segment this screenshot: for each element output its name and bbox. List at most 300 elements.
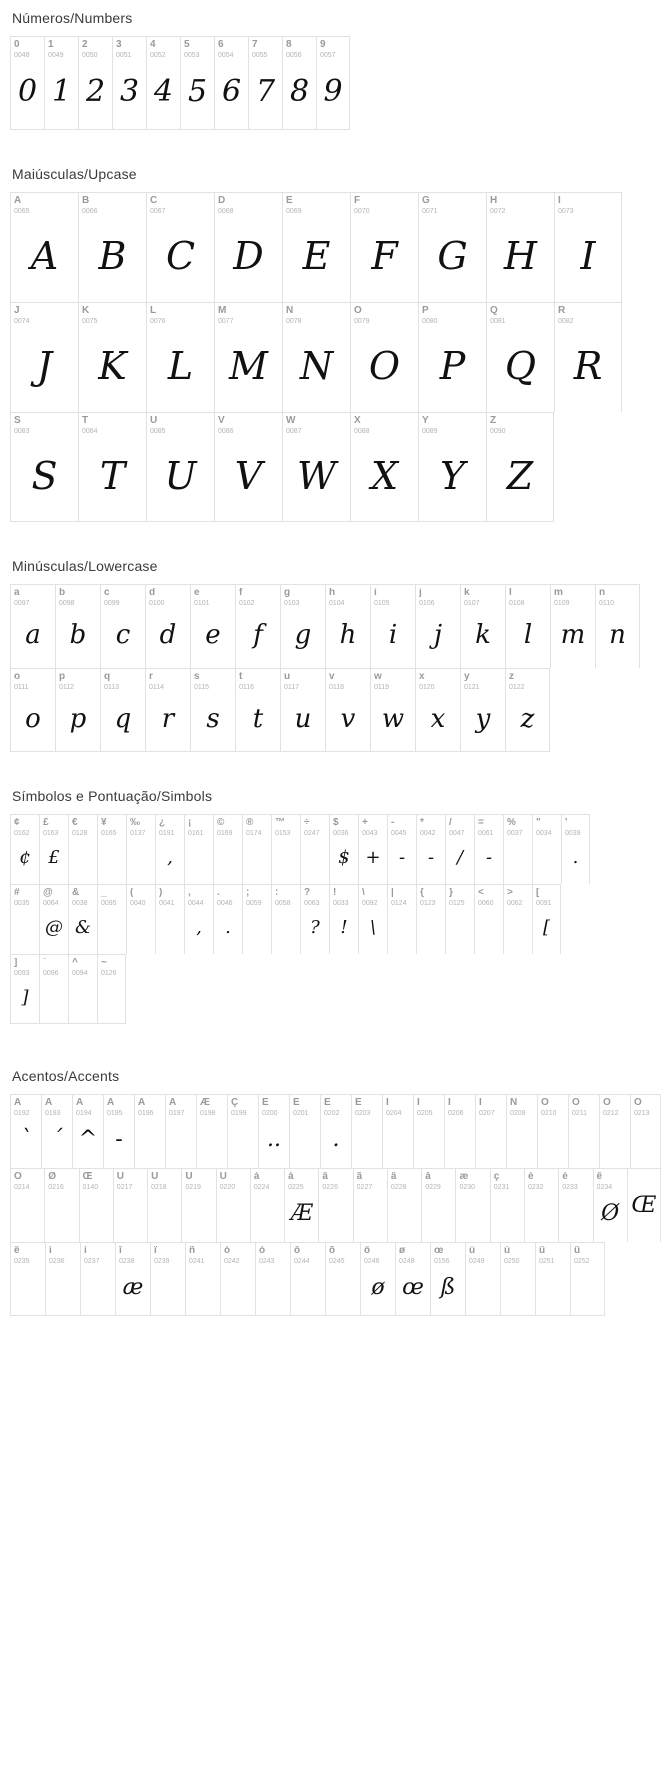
glyph-cell[interactable] (280, 584, 325, 668)
glyph-cell[interactable] (318, 1168, 352, 1242)
glyph-cell[interactable] (329, 814, 358, 884)
glyph-cell[interactable] (10, 954, 39, 1024)
glyph-cell[interactable] (68, 954, 97, 1024)
glyph-meta (11, 815, 39, 837)
glyph-code-label: 0202 (324, 1109, 340, 1117)
glyph-cell[interactable] (554, 302, 622, 412)
glyph-cell[interactable] (282, 36, 316, 130)
glyph-cell[interactable] (290, 1242, 325, 1316)
glyph-char-label: + (362, 818, 368, 828)
glyph-preview: 5 (187, 73, 208, 109)
glyph-preview: H (503, 234, 538, 279)
glyph-cell[interactable] (41, 1094, 72, 1168)
glyph-cell[interactable] (505, 668, 550, 752)
glyph-char-label: J (14, 306, 20, 316)
glyph-preview (156, 907, 184, 954)
glyph-cell[interactable] (325, 584, 370, 668)
glyph-cell[interactable] (10, 302, 78, 412)
glyph-cell[interactable] (248, 36, 282, 130)
glyph-code-label: 0086 (218, 427, 234, 435)
glyph-meta (45, 1169, 78, 1191)
glyph-cell[interactable] (44, 36, 78, 130)
glyph-cell[interactable] (213, 884, 242, 954)
glyph-preview (69, 837, 97, 884)
glyph-code-label: 0099 (104, 599, 120, 607)
glyph-cell[interactable] (284, 1168, 318, 1242)
glyph-code-label: 0244 (294, 1257, 310, 1265)
glyph-meta (69, 955, 97, 977)
glyph-cell[interactable] (10, 814, 39, 884)
glyph-code-label: 0241 (189, 1257, 205, 1265)
glyph-cell[interactable] (97, 954, 126, 1024)
glyph-preview: $ (338, 847, 350, 869)
glyph-preview: Ø (601, 1201, 620, 1227)
glyph-code-label: 0121 (464, 683, 480, 691)
glyph-cell[interactable] (68, 884, 97, 954)
glyph-meta (259, 1095, 289, 1117)
glyph-cell[interactable] (418, 192, 486, 302)
glyph-cell[interactable] (258, 1094, 289, 1168)
glyph-code-label: 0076 (150, 317, 166, 325)
glyph-cell[interactable] (358, 884, 387, 954)
glyph-cell[interactable] (445, 884, 474, 954)
glyph-meta (11, 193, 78, 215)
glyph-meta (166, 1095, 196, 1117)
glyph-cell[interactable] (271, 884, 300, 954)
glyph-char-label: ¥ (101, 818, 107, 828)
glyph-cell[interactable] (370, 584, 415, 668)
glyph-cell[interactable] (353, 1168, 387, 1242)
glyph-cell[interactable] (214, 192, 282, 302)
glyph-code-label: 0162 (14, 829, 30, 837)
glyph-meta (79, 303, 146, 325)
glyph-cell[interactable] (115, 1242, 150, 1316)
glyph-cell[interactable] (100, 584, 145, 668)
glyph-cell[interactable] (39, 884, 68, 954)
glyph-meta (156, 885, 184, 907)
glyph-cell[interactable] (10, 192, 78, 302)
glyph-cell[interactable] (150, 1242, 185, 1316)
glyph-code-label: 0083 (14, 427, 30, 435)
glyph-meta (249, 37, 282, 59)
glyph-cell[interactable] (421, 1168, 455, 1242)
glyph-cell[interactable] (418, 302, 486, 412)
glyph-meta (186, 1243, 220, 1265)
glyph-cell[interactable] (126, 884, 155, 954)
glyph-preview (256, 1265, 290, 1315)
glyph-code-label: 0069 (286, 207, 302, 215)
glyph-cell[interactable] (100, 668, 145, 752)
glyph-cell[interactable] (97, 884, 126, 954)
glyph-cell[interactable] (146, 302, 214, 412)
glyph-char-label: h (329, 588, 336, 598)
glyph-cell[interactable] (145, 584, 190, 668)
glyph-cell[interactable] (282, 302, 350, 412)
glyph-cell[interactable] (382, 1094, 413, 1168)
glyph-preview: D (233, 234, 264, 279)
glyph-meta (416, 585, 460, 607)
glyph-cell[interactable] (486, 412, 554, 522)
glyph-cell[interactable] (289, 1094, 320, 1168)
glyph-cell[interactable] (282, 192, 350, 302)
glyph-cell[interactable] (593, 1168, 627, 1242)
glyph-cell[interactable] (524, 1168, 558, 1242)
glyph-char-label: j (419, 588, 422, 598)
glyph-cell[interactable] (214, 412, 282, 522)
glyph-code-label: 0217 (116, 1183, 133, 1191)
glyph-cell[interactable] (181, 1168, 215, 1242)
glyph-cell[interactable] (10, 584, 55, 668)
glyph-code-label: 0218 (151, 1183, 167, 1191)
glyph-cell[interactable] (68, 814, 97, 884)
glyph-cell[interactable] (220, 1242, 255, 1316)
section-title: Números/Numbers (12, 10, 133, 26)
glyph-cell[interactable] (184, 814, 213, 884)
glyph-cell[interactable] (145, 668, 190, 752)
glyph-code-label: 0225 (288, 1183, 304, 1191)
glyph-preview: S (31, 453, 58, 498)
glyph-meta (371, 669, 415, 691)
glyph-char-label: ü (574, 1246, 581, 1256)
glyph-char-label: Ì (386, 1098, 389, 1108)
glyph-char-label: - (391, 818, 395, 828)
glyph-cell[interactable] (460, 668, 505, 752)
glyph-cell[interactable] (10, 668, 55, 752)
glyph-code-label: 0077 (218, 317, 234, 325)
glyph-cell[interactable] (242, 814, 271, 884)
glyph-cell[interactable] (78, 36, 112, 130)
glyph-cell[interactable] (486, 302, 554, 412)
glyph-cell[interactable] (627, 1168, 661, 1242)
glyph-meta (215, 413, 282, 435)
glyph-cell[interactable] (455, 1168, 489, 1242)
glyph-cell[interactable] (325, 668, 370, 752)
glyph-char-label: î (119, 1246, 122, 1256)
glyph-code-label: 0194 (76, 1109, 92, 1117)
glyph-cell[interactable] (503, 884, 532, 954)
glyph-preview (45, 1191, 78, 1242)
glyph-section (0, 0, 661, 156)
glyph-cell[interactable] (227, 1094, 258, 1168)
glyph-cell[interactable] (180, 36, 214, 130)
glyph-cell[interactable] (78, 302, 146, 412)
glyph-cell[interactable] (214, 36, 248, 130)
glyph-preview: o (25, 703, 41, 734)
glyph-cell[interactable] (216, 1168, 250, 1242)
glyph-char-label: Å (169, 1098, 177, 1108)
glyph-cell[interactable] (214, 302, 282, 412)
glyph-preview (148, 1191, 181, 1242)
glyph-cell[interactable] (78, 412, 146, 522)
glyph-code-label: 0210 (541, 1109, 557, 1117)
glyph-cell[interactable] (78, 192, 146, 302)
glyph-cell[interactable] (416, 884, 445, 954)
glyph-preview: W (296, 453, 337, 498)
glyph-cell[interactable] (430, 1242, 465, 1316)
glyph-char-label: X (354, 416, 361, 426)
glyph-cell[interactable] (630, 1094, 661, 1168)
glyph-cell[interactable] (550, 584, 595, 668)
glyph-cell[interactable] (190, 668, 235, 752)
glyph-cell[interactable] (554, 192, 622, 302)
glyph-char-label: ¿ (159, 818, 166, 828)
glyph-cell[interactable] (190, 584, 235, 668)
glyph-grid (10, 584, 661, 752)
glyph-cell[interactable] (329, 884, 358, 954)
glyph-preview (197, 1117, 227, 1168)
glyph-char-label: . (217, 888, 220, 898)
glyph-cell[interactable] (561, 814, 590, 884)
glyph-code-label: 0090 (490, 427, 506, 435)
glyph-char-label: ì (49, 1246, 52, 1256)
glyph-meta (11, 955, 39, 977)
glyph-cell[interactable] (415, 584, 460, 668)
glyph-code-label: 0098 (59, 599, 75, 607)
glyph-code-label: 0120 (419, 683, 435, 691)
glyph-cell[interactable] (416, 814, 445, 884)
glyph-cell[interactable] (184, 884, 213, 954)
glyph-cell[interactable] (444, 1094, 475, 1168)
glyph-code-label: 0140 (82, 1183, 99, 1191)
section-spacer (0, 1024, 661, 1058)
glyph-preview (533, 837, 561, 884)
glyph-cell[interactable] (500, 1242, 535, 1316)
glyph-char-label: L (150, 306, 157, 316)
glyph-cell[interactable] (79, 1168, 113, 1242)
glyph-cell[interactable] (445, 814, 474, 884)
glyph-code-label: 0192 (14, 1109, 30, 1117)
glyph-char-label: ú (504, 1246, 511, 1256)
glyph-cell[interactable] (10, 412, 78, 522)
glyph-code-label: 0094 (72, 969, 88, 977)
glyph-cell[interactable] (474, 814, 503, 884)
glyph-code-label: 0085 (150, 427, 166, 435)
glyph-char-label: / (449, 818, 452, 828)
glyph-cell[interactable] (486, 192, 554, 302)
glyph-cell[interactable] (185, 1242, 220, 1316)
section-spacer (0, 130, 661, 156)
glyph-code-label: 0068 (218, 207, 234, 215)
glyph-cell[interactable] (387, 884, 416, 954)
glyph-char-label: Ø (48, 1172, 57, 1182)
glyph-cell[interactable] (97, 814, 126, 884)
glyph-cell[interactable] (558, 1168, 592, 1242)
glyph-code-label: 0073 (558, 207, 574, 215)
glyph-cell[interactable] (280, 668, 325, 752)
glyph-cell[interactable] (532, 814, 561, 884)
glyph-meta (146, 669, 190, 691)
glyph-preview (301, 837, 329, 884)
glyph-code-label: 0054 (218, 51, 234, 59)
glyph-cell[interactable] (395, 1242, 430, 1316)
glyph-cell[interactable] (316, 36, 350, 130)
glyph-code-label: 0203 (355, 1109, 371, 1117)
glyph-cell[interactable] (570, 1242, 605, 1316)
glyph-cell[interactable] (568, 1094, 599, 1168)
glyph-preview: 3 (119, 73, 140, 109)
glyph-cell[interactable] (537, 1094, 568, 1168)
glyph-cell[interactable] (300, 884, 329, 954)
glyph-cell[interactable] (39, 954, 68, 1024)
glyph-cell[interactable] (350, 192, 418, 302)
glyph-cell[interactable] (535, 1242, 570, 1316)
glyph-meta (475, 885, 503, 907)
glyph-meta (383, 1095, 413, 1117)
glyph-cell[interactable] (506, 1094, 537, 1168)
glyph-cell[interactable] (350, 302, 418, 412)
glyph-cell[interactable] (415, 668, 460, 752)
glyph-char-label: à (253, 1172, 260, 1182)
glyph-meta (11, 413, 78, 435)
glyph-cell[interactable] (55, 584, 100, 668)
glyph-code-label: 0229 (425, 1183, 441, 1191)
glyph-cell[interactable] (39, 814, 68, 884)
glyph-code-label: 0078 (286, 317, 302, 325)
glyph-cell[interactable] (213, 814, 242, 884)
glyph-cell[interactable] (165, 1094, 196, 1168)
glyph-cell[interactable] (505, 584, 550, 668)
glyph-char-label: È (262, 1098, 269, 1108)
glyph-meta (81, 1243, 115, 1265)
glyph-cell[interactable] (358, 814, 387, 884)
glyph-char-label: û (539, 1246, 546, 1256)
glyph-cell[interactable] (10, 1168, 44, 1242)
glyph-cell[interactable] (134, 1094, 165, 1168)
glyph-cell[interactable] (10, 36, 44, 130)
glyph-meta (417, 885, 445, 907)
glyph-code-label: 0205 (417, 1109, 433, 1117)
glyph-meta (147, 413, 214, 435)
glyph-cell[interactable] (320, 1094, 351, 1168)
glyph-cell[interactable] (351, 1094, 382, 1168)
glyph-meta (555, 303, 621, 325)
glyph-meta (221, 1243, 255, 1265)
glyph-meta (594, 1169, 627, 1191)
glyph-cell[interactable] (460, 584, 505, 668)
glyph-code-label: 0125 (449, 899, 465, 907)
glyph-meta (419, 193, 486, 215)
glyph-char-label: 7 (252, 40, 258, 50)
glyph-cell[interactable] (80, 1242, 115, 1316)
glyph-cell[interactable] (595, 584, 640, 668)
glyph-cell[interactable] (360, 1242, 395, 1316)
glyph-cell[interactable] (475, 1094, 506, 1168)
glyph-cell[interactable] (271, 814, 300, 884)
glyph-cell[interactable] (325, 1242, 360, 1316)
glyph-code-label: 0079 (354, 317, 370, 325)
glyph-cell[interactable] (503, 814, 532, 884)
glyph-cell[interactable] (10, 884, 39, 954)
glyph-meta (283, 303, 350, 325)
glyph-char-label: ÷ (304, 818, 310, 828)
glyph-cell[interactable] (474, 884, 503, 954)
glyph-cell[interactable] (242, 884, 271, 954)
glyph-cell[interactable] (146, 192, 214, 302)
glyph-cell[interactable] (44, 1168, 78, 1242)
glyph-cell[interactable] (55, 668, 100, 752)
glyph-cell[interactable] (490, 1168, 524, 1242)
glyph-cell[interactable] (599, 1094, 630, 1168)
glyph-preview: T (99, 453, 126, 498)
glyph-cell[interactable] (196, 1094, 227, 1168)
glyph-code-label: 0087 (286, 427, 302, 435)
glyph-char-label: Ô (603, 1098, 611, 1108)
glyph-cell[interactable] (235, 584, 280, 668)
glyph-code-label: 0118 (329, 683, 345, 691)
glyph-cell[interactable] (350, 412, 418, 522)
glyph-cell[interactable] (387, 814, 416, 884)
glyph-char-label: Û (185, 1172, 193, 1182)
glyph-meta (445, 1095, 475, 1117)
glyph-meta (113, 37, 146, 59)
glyph-char-label: u (284, 672, 291, 682)
glyph-char-label: E (286, 196, 293, 206)
glyph-char-label: W (286, 416, 296, 426)
glyph-code-label: 0084 (82, 427, 98, 435)
glyph-preview (354, 1191, 387, 1242)
glyph-cell[interactable] (155, 884, 184, 954)
glyph-cell[interactable] (370, 668, 415, 752)
glyph-code-label: 0043 (362, 829, 378, 837)
glyph-char-label: 2 (82, 40, 88, 50)
glyph-preview: V (234, 453, 263, 498)
glyph-cell[interactable] (255, 1242, 290, 1316)
glyph-cell[interactable] (10, 1094, 41, 1168)
glyph-code-label: 0207 (479, 1109, 495, 1117)
glyph-cell[interactable] (126, 814, 155, 884)
glyph-code-label: 0116 (239, 683, 255, 691)
glyph-cell[interactable] (147, 1168, 181, 1242)
glyph-cell[interactable] (113, 1168, 147, 1242)
glyph-cell[interactable] (235, 668, 280, 752)
glyph-code-label: 0248 (399, 1257, 415, 1265)
glyph-meta (56, 585, 100, 607)
glyph-preview: y (475, 703, 491, 734)
glyph-grid (10, 1094, 661, 1316)
glyph-cell[interactable] (112, 36, 146, 130)
glyph-code-label: 0128 (72, 829, 88, 837)
glyph-meta (56, 669, 100, 691)
glyph-code-label: 0057 (320, 51, 336, 59)
glyph-char-label: ñ (189, 1246, 196, 1256)
glyph-cell[interactable] (282, 412, 350, 522)
glyph-cell[interactable] (532, 884, 561, 954)
glyph-cell[interactable] (250, 1168, 284, 1242)
glyph-meta (40, 955, 68, 977)
glyph-meta (359, 815, 387, 837)
glyph-char-label: é (562, 1172, 568, 1182)
glyph-cell[interactable] (387, 1168, 421, 1242)
glyph-cell[interactable] (103, 1094, 134, 1168)
glyph-cell[interactable] (146, 412, 214, 522)
glyph-cell[interactable] (45, 1242, 80, 1316)
glyph-preview (251, 1191, 284, 1242)
glyph-cell[interactable] (418, 412, 486, 522)
glyph-cell[interactable] (155, 814, 184, 884)
glyph-meta (281, 585, 325, 607)
glyph-code-label: 0108 (509, 599, 525, 607)
glyph-cell[interactable] (146, 36, 180, 130)
glyph-cell[interactable] (72, 1094, 103, 1168)
glyph-cell[interactable] (300, 814, 329, 884)
glyph-preview: Œ (631, 1192, 657, 1218)
glyph-cell[interactable] (465, 1242, 500, 1316)
glyph-cell[interactable] (10, 1242, 45, 1316)
glyph-preview: / (456, 847, 464, 869)
glyph-cell[interactable] (413, 1094, 444, 1168)
glyph-char-label: Ã (107, 1098, 115, 1108)
glyph-char-label: Æ (200, 1098, 210, 1108)
